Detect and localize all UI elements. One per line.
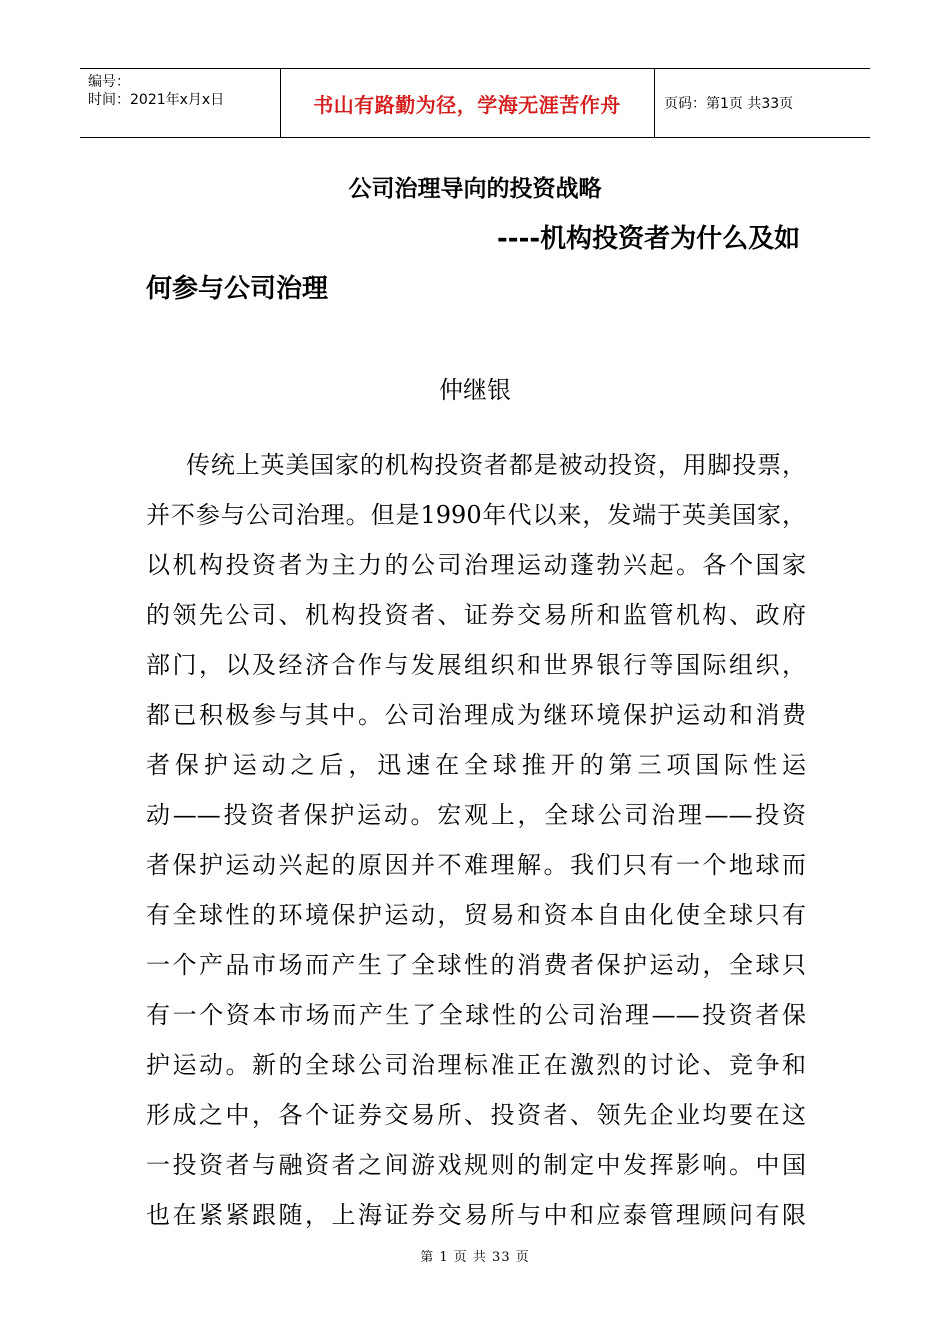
body-line: 都已积极参与其中。公司治理成为继环境保护运动和消费 bbox=[146, 701, 806, 729]
body-line: 并不参与公司治理。但是1990年代以来，发端于英美国家， bbox=[146, 501, 806, 529]
document-title: 公司治理导向的投资战略 bbox=[348, 176, 602, 202]
body-line: 护运动。新的全球公司治理标准正在激烈的讨论、竞争和 bbox=[146, 1051, 806, 1079]
page-header bbox=[80, 68, 870, 138]
time-label: 时间：2021年x月x日 bbox=[88, 92, 225, 108]
header-divider bbox=[654, 69, 655, 137]
header-page-info: 页码：第1页 共33页 bbox=[664, 96, 794, 112]
body-line: 一投资者与融资者之间游戏规则的制定中发挥影响。中国 bbox=[146, 1151, 806, 1179]
body-line: 者保护运动兴起的原因并不难理解。我们只有一个地球而 bbox=[146, 851, 806, 879]
body-line: 一个产品市场而产生了全球性的消费者保护运动，全球只 bbox=[146, 951, 806, 979]
number-label: 编号： bbox=[88, 74, 130, 90]
author-name: 仲继银 bbox=[439, 376, 511, 404]
page-footer: 第 1 页 共 33 页 bbox=[420, 1250, 530, 1265]
body-line: 有一个资本市场而产生了全球性的公司治理——投资者保 bbox=[146, 1001, 806, 1029]
body-line: 传统上英美国家的机构投资者都是被动投资，用脚投票， bbox=[186, 451, 806, 479]
document-subtitle-line2: 何参与公司治理 bbox=[146, 274, 329, 304]
header-motto: 书山有路勤为径，学海无涯苦作舟 bbox=[313, 92, 621, 117]
body-line: 也在紧紧跟随，上海证券交易所与中和应泰管理顾问有限 bbox=[146, 1201, 806, 1229]
body-line: 者保护运动之后，迅速在全球推开的第三项国际性运 bbox=[146, 751, 806, 779]
body-line: 的领先公司、机构投资者、证券交易所和监管机构、政府 bbox=[146, 601, 806, 629]
body-line: 动——投资者保护运动。宏观上，全球公司治理——投资 bbox=[146, 801, 806, 829]
body-line: 形成之中，各个证券交易所、投资者、领先企业均要在这 bbox=[146, 1101, 806, 1129]
body-line: 有全球性的环境保护运动，贸易和资本自由化使全球只有 bbox=[146, 901, 806, 929]
body-line: 部门，以及经济合作与发展组织和世界银行等国际组织， bbox=[146, 651, 806, 679]
body-paragraph bbox=[146, 440, 806, 1240]
body-line: 以机构投资者为主力的公司治理运动蓬勃兴起。各个国家 bbox=[146, 551, 806, 579]
document-subtitle-line1: ----机构投资者为什么及如 bbox=[497, 224, 801, 254]
header-meta bbox=[88, 73, 278, 109]
